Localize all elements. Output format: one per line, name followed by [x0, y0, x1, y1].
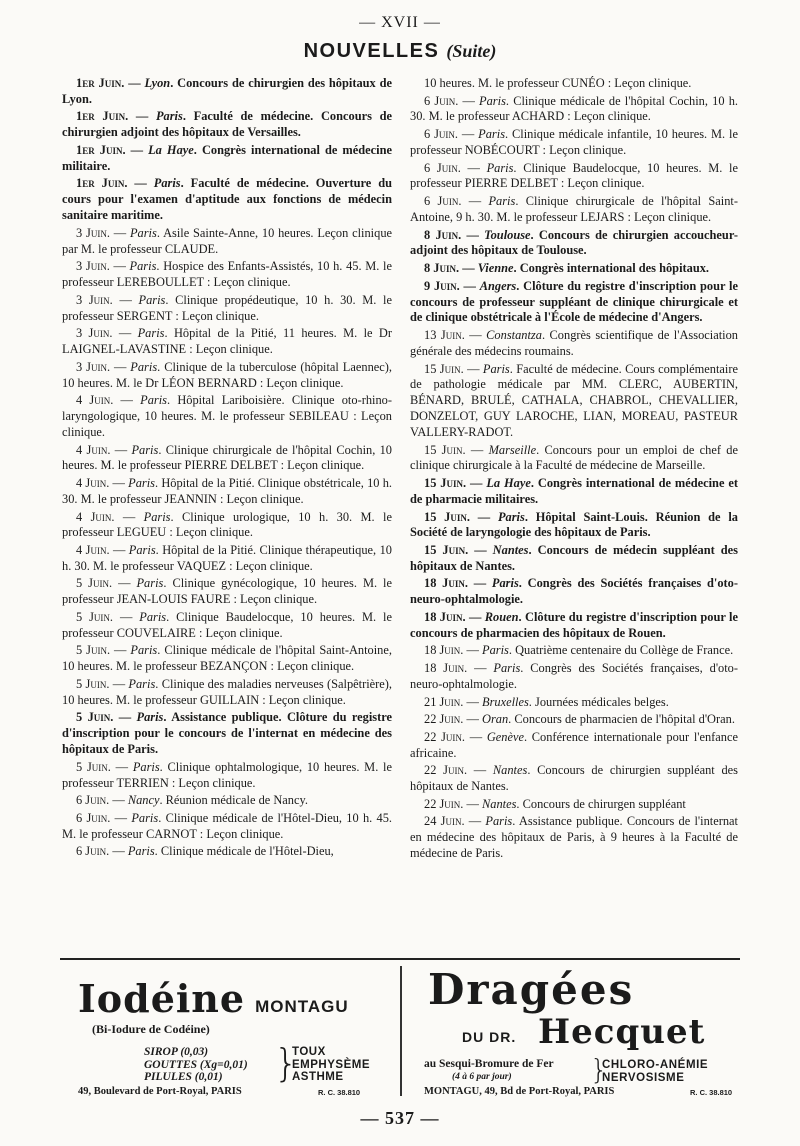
entry-city: Oran	[482, 712, 509, 727]
entry-date: 5 Juin.	[76, 576, 113, 591]
entry-date: 22 Juin.	[424, 763, 468, 778]
entry-text: Hôpital Saint-Louis. Réunion de la Société de laryngologie des hôpitaux de Paris.	[410, 509, 738, 540]
news-entry: 9 Juin. — Angers. Clôture du registre d'inscription pour le concours de professeur suppléant de clinique chirurgicale et de clinique obstétricale à l'École de médecine d'Angers.	[410, 278, 738, 325]
entry-city: Paris	[127, 844, 155, 859]
news-entry: 18 Juin. — Paris. Congrès des Sociétés françaises d'oto-neuro-ophtalmologie.	[410, 576, 738, 607]
entry-city: La Haye	[148, 142, 194, 157]
ad-forms	[144, 1046, 248, 1084]
news-entry: 4 Juin. — Paris. Clinique urologique, 10 h. 30. M. le professeur LEGUEU : Leçon clinique.	[62, 509, 392, 540]
entry-city: Paris	[488, 194, 516, 209]
entry-text: Clinique gynécologique, 10 heures. M. le professeur JEAN-LOUIS FAURE : Leçon clinique.	[62, 576, 392, 607]
entry-text: Clinique propédeutique, 10 h. 30. M. le professeur SERGENT : Leçon clinique.	[62, 292, 392, 323]
entry-text: Hospice des Enfants-Assistés, 10 h. 45. M. le professeur LEREBOULLET : Leçon clinique.	[62, 259, 392, 290]
entry-text: Journées médicales belges.	[535, 694, 669, 709]
entry-city: Paris	[131, 810, 159, 825]
news-entry: 5 Juin. — Paris. Clinique Baudelocque, 10 heures. M. le professeur COUVELAIRE : Leçon clinique.	[62, 609, 392, 640]
entry-text: Clinique chirurgicale de l'hôpital Cochin, 10 heures. M. le professeur PIERRE DELBET : Leçon clinique.	[62, 442, 393, 473]
entry-text: Asile Sainte-Anne, 10 heures. Leçon clinique par M. le professeur CLAUDE.	[62, 225, 393, 256]
news-entry: 3 Juin. — Paris. Asile Sainte-Anne, 10 heures. Leçon clinique par M. le professeur CLAUDE.	[62, 225, 393, 256]
entry-text: 10 heures. M. le professeur CUNÉO : Leçon clinique.	[424, 76, 692, 90]
ad-registry-code: R. C. 38.810	[690, 1088, 733, 1097]
entry-text: Clinique médicale infantile, 10 heures. M. le professeur NOBÉCOURT : Leçon clinique.	[410, 127, 738, 157]
entry-date: 6 Juin.	[76, 844, 110, 859]
entry-city: Paris	[131, 442, 159, 457]
entry-city: Paris	[155, 109, 183, 124]
news-entry: 24 Juin. — Paris. Assistance publique. Concours de l'internat en médecine des hôpitaux de Paris, à 9 heures à la Faculté de médecine de Paris.	[410, 814, 739, 861]
entry-city: Paris	[482, 643, 509, 658]
entry-text: Clinique médicale de l'hôpital Cochin, 10 h. 30. M. le professeur ACHARD : Leçon clinique.	[410, 93, 738, 124]
entry-date: 6 Juin.	[76, 810, 111, 825]
section-title-text: NOUVELLES	[303, 40, 440, 62]
ad-maker-montagu: MONTAGU	[255, 997, 349, 1016]
entry-text: Congrès international des hôpitaux.	[519, 261, 710, 276]
news-entry: 3 Juin. — Paris. Clinique propédeutique, 10 h. 30. M. le professeur SERGENT : Leçon clinique.	[62, 292, 392, 323]
entry-date: 5 Juin.	[76, 676, 110, 691]
entry-date: 6 Juin.	[424, 127, 458, 142]
news-entry: 5 Juin. — Paris. Clinique des maladies nerveuses (Salpêtrière), 10 heures. M. le professeur GUILLAIN : Leçon clinique.	[62, 676, 392, 707]
entry-city: Paris	[485, 814, 513, 829]
entry-city: Nancy	[127, 793, 160, 808]
entry-city: Bruxelles	[482, 694, 529, 709]
entry-text: Congrès des Sociétés françaises d'oto-neuro-ophtalmologie.	[410, 576, 738, 607]
entry-text: Hôpital de la Pitié. Clinique obstétricale, 10 h. 30. M. le professeur JEANNIN : Leçon clinique.	[62, 476, 392, 506]
entry-text: Clinique médicale de l'Hôtel-Dieu, 10 h. 45. M. le professeur CARNOT : Leçon clinique.	[62, 810, 392, 841]
entry-date: 5 Juin.	[76, 609, 114, 624]
news-entry: 1er Juin. — La Haye. Congrès international de médecine militaire.	[62, 142, 392, 173]
entry-city: Paris	[478, 127, 506, 142]
ad-formula-text: au Sesqui-Bromure de Fer	[424, 1058, 554, 1070]
news-entry: 15 Juin. — Marseille. Concours pour un emploi de chef de clinique chirurgicale à la Faculté de médecine de Marseille.	[410, 442, 738, 473]
news-entry: 22 Juin. — Oran. Concours de pharmacien de l'hôpital d'Oran.	[424, 712, 735, 727]
news-entry: 1er Juin. — Lyon. Concours de chirurgien des hôpitaux de Lyon.	[62, 76, 392, 106]
entry-date: 3 Juin.	[76, 292, 113, 307]
entry-city: Paris	[486, 160, 514, 175]
news-entry: 6 Juin. — Paris. Clinique médicale de l'Hôtel-Dieu,	[76, 844, 334, 859]
entry-date: 8 Juin.	[424, 227, 462, 242]
entry-text: Assistance publique. Clôture du registre d'inscription pour le concours de l'internat en médecine des hôpitaux de Paris.	[62, 710, 392, 757]
entry-text: Clinique médicale de l'hôpital Saint-Antoine, 10 heures. M. le professeur BEZANÇON : Leçon clinique.	[62, 643, 392, 674]
ad-brand-iodeine: Iodéine	[78, 976, 246, 1021]
news-entry: 8 Juin. — Vienne. Congrès international des hôpitaux.	[424, 261, 710, 276]
brace-icon: }	[274, 1041, 299, 1085]
entry-text: Congrès international de médecine militaire.	[62, 142, 392, 173]
entry-text: Faculté de médecine. Ouverture du cours pour l'examen d'aptitude aux fonctions de médecin sanitaire maritime.	[62, 176, 392, 223]
news-entry: 15 Juin. — Paris. Hôpital Saint-Louis. Réunion de la Société de laryngologie des hôpitaux de Paris.	[410, 509, 738, 540]
ads-vertical-divider	[400, 966, 402, 1096]
entry-date: 4 Juin.	[76, 542, 110, 557]
entry-text: Clinique Baudelocque, 10 heures. M. le professeur COUVELAIRE : Leçon clinique.	[62, 609, 392, 640]
entry-date: 6 Juin.	[76, 793, 110, 808]
entry-city: Paris	[128, 476, 156, 491]
entry-text: Réunion médicale de Nancy.	[165, 793, 308, 808]
entry-text: Clinique chirurgicale de l'hôpital Saint-Antoine, 9 h. 30. M. le professeur LEJARS : Leçon clinique.	[410, 194, 739, 224]
entry-date: 4 Juin.	[76, 393, 114, 408]
news-entry: 18 Juin. — Paris. Quatrième centenaire du Collège de France.	[424, 643, 734, 658]
entry-city: La Haye	[486, 476, 531, 491]
entry-date: 3 Juin.	[76, 259, 110, 274]
entry-date: 4 Juin.	[76, 476, 110, 491]
entry-date: 21 Juin.	[424, 694, 464, 709]
news-entry: 6 Juin. — Paris. Clinique médicale de l'hôpital Cochin, 10 h. 30. M. le professeur ACHARD : Leçon clinique.	[410, 93, 738, 124]
ad-du-dr: DU DR.	[462, 1029, 517, 1045]
ad-indication: ASTHME	[292, 1071, 344, 1083]
entry-city: Paris	[491, 576, 519, 591]
news-entry: 6 Juin. — Paris. Clinique Baudelocque, 10 heures. M. le professeur PIERRE DELBET : Leçon clinique.	[410, 160, 738, 191]
news-entry: 8 Juin. — Toulouse. Concours de chirurgien accoucheur-adjoint des hôpitaux de Toulouse.	[410, 227, 738, 258]
news-entry: 6 Juin. — Paris. Clinique chirurgicale de l'hôpital Saint-Antoine, 9 h. 30. M. le professeur LEJARS : Leçon clinique.	[410, 194, 739, 224]
entry-date: 6 Juin.	[424, 194, 462, 209]
ad-registry-code: R. C. 38.810	[318, 1088, 361, 1097]
entry-date: 18 Juin.	[424, 576, 468, 591]
ad-indications	[292, 1046, 370, 1084]
ad-indication: TOUX	[292, 1046, 326, 1058]
entry-text: Conférence internationale pour l'enfance africaine.	[410, 729, 739, 760]
entry-city: Paris	[136, 710, 164, 725]
entry-date: 3 Juin.	[76, 326, 113, 341]
entry-text: Congrès scientifique de l'Association générale des médecins roumains.	[410, 328, 738, 358]
entry-text: Assistance publique. Concours de l'internat en médecine des hôpitaux de Paris, à 9 heures à la Faculté de médecine de Paris.	[410, 814, 739, 861]
entry-city: Vienne	[477, 261, 514, 276]
entry-text: Clôture du registre d'inscription pour le concours de professeur suppléant de clinique chirurgicale et de clinique obstétricale à l'École de médecine d'Angers.	[410, 278, 738, 325]
news-entry: 5 Juin. — Paris. Clinique médicale de l'hôpital Saint-Antoine, 10 heures. M. le professeur BEZANÇON : Leçon clinique.	[62, 643, 392, 674]
ad-dose: (4 à 6 par jour)	[452, 1071, 512, 1082]
ad-formula	[424, 1058, 554, 1083]
entry-date: 15 Juin.	[424, 361, 464, 376]
section-title	[0, 40, 800, 63]
entry-date: 4 Juin.	[76, 442, 111, 457]
entry-text: Concours de chirurgen suppléant	[522, 796, 686, 811]
ad-indication: EMPHYSÈME	[292, 1058, 370, 1071]
entry-text: Concours de chirurgien suppléant des hôpitaux de Nantes.	[410, 763, 738, 794]
entry-city: Marseille	[488, 442, 537, 457]
entry-city: Paris	[493, 661, 521, 676]
ad-form-line: GOUTTES (Xg=0,01)	[144, 1058, 248, 1071]
entry-date: 8 Juin.	[424, 261, 460, 276]
entry-city: Angers	[479, 278, 517, 293]
news-entry: 22 Juin. — Genève. Conférence internationale pour l'enfance africaine.	[410, 729, 739, 760]
entry-text: Clinique des maladies nerveuses (Salpêtrière), 10 heures. M. le professeur GUILLAIN : Leçon clinique.	[62, 676, 392, 707]
entry-city: Paris	[138, 292, 166, 307]
ad-indication: CHLORO-ANÉMIE	[602, 1059, 709, 1071]
entry-city: Paris	[479, 93, 506, 108]
ad-indication: NERVOSISME	[602, 1071, 685, 1084]
news-entry: 15 Juin. — Paris. Faculté de médecine. Cours complémentaire de pathologie médicale par MM. CLERC, AUBERTIN, BÉNARD, BRULÉ, CATHALA, CHABROL, CHEVALLIER, DONZELOT, GUY LAROCHE, LIAN, MOREAU, PASTEUR VALLERY-RADOT.	[410, 361, 738, 439]
entry-text: Concours pour un emploi de chef de clinique chirurgicale à la Faculté de médecine de Marseille.	[410, 442, 738, 473]
ad-brand-dragees: Dragées	[428, 965, 635, 1014]
entry-date: 5 Juin.	[76, 759, 111, 774]
entry-date: 3 Juin.	[76, 225, 110, 240]
entry-text: Concours de pharmacien de l'hôpital d'Oran.	[514, 712, 735, 727]
entry-date: 1er Juin.	[76, 76, 125, 90]
entry-city: Paris	[482, 361, 510, 376]
entry-city: Paris	[153, 176, 181, 191]
section-title-suffix: (Suite)	[446, 41, 497, 61]
advertisement-iodeine	[78, 976, 388, 1097]
entry-text: Hôpital de la Pitié, 11 heures. M. le Dr LAIGNEL-LAVASTINE : Leçon clinique.	[62, 326, 392, 357]
news-entry: 3 Juin. — Paris. Hospice des Enfants-Assistés, 10 h. 45. M. le professeur LEREBOULLET : Leçon clinique.	[62, 259, 392, 290]
news-entry: 18 Juin. — Paris. Congrès des Sociétés françaises, d'oto-neuro-ophtalmologie.	[410, 661, 739, 691]
entry-text: Concours de médecin suppléant des hôpitaux de Nantes.	[410, 542, 738, 573]
entry-date: 5 Juin.	[76, 643, 111, 658]
entry-date: 3 Juin.	[76, 359, 111, 374]
entry-date: 1er Juin.	[76, 142, 126, 157]
entry-text: Quatrième centenaire du Collège de France.	[515, 643, 734, 658]
news-entry: 21 Juin. — Bruxelles. Journées médicales belges.	[424, 694, 669, 709]
news-entry: 1er Juin. — Paris. Faculté de médecine. Ouverture du cours pour l'examen d'aptitude aux fonctions de médecin sanitaire maritime.	[62, 176, 392, 223]
news-entry: 5 Juin. — Paris. Clinique gynécologique, 10 heures. M. le professeur JEAN-LOUIS FAURE : Leçon clinique.	[62, 576, 392, 607]
entry-date: 1er Juin.	[76, 109, 129, 124]
news-entry: 1er Juin. — Paris. Faculté de médecine. Concours de chirurgien adjoint des hôpitaux de Versailles.	[62, 109, 392, 140]
ad-address: 49, Boulevard de Port-Royal, PARIS	[78, 1086, 242, 1097]
entry-text: Concours de chirurgien accoucheur-adjoint des hôpitaux de Toulouse.	[410, 227, 738, 258]
entry-city: Paris	[130, 359, 158, 374]
news-entry: 13 Juin. — Constantza. Congrès scientifique de l'Association générale des médecins roumains.	[410, 328, 738, 358]
entry-city: Constantza	[486, 328, 542, 343]
entry-date: 15 Juin.	[424, 442, 466, 457]
ad-form-line: SIROP (0,03)	[144, 1046, 209, 1058]
entry-text: Clinique médicale de l'Hôtel-Dieu,	[160, 844, 334, 859]
entry-date: 5 Juin.	[76, 710, 114, 725]
news-entry: 5 Juin. — Paris. Clinique ophtalmologique, 10 heures. M. le professeur TERRIEN : Leçon clinique.	[62, 759, 392, 790]
news-entry: 22 Juin. — Nantes. Concours de chirurgien suppléant des hôpitaux de Nantes.	[410, 763, 738, 794]
entry-text: Faculté de médecine. Concours de chirurgien adjoint des hôpitaux de Versailles.	[62, 109, 392, 140]
news-entry: 4 Juin. — Paris. Hôpital de la Pitié. Clinique thérapeutique, 10 h. 30. M. le professeur VAQUEZ : Leçon clinique.	[62, 542, 392, 573]
ad-subtitle: (Bi-Iodure de Codéine)	[92, 1022, 210, 1036]
entry-text: Clôture du registre d'inscription pour le concours de pharmacien des hôpitaux de Rouen.	[410, 609, 738, 640]
entry-date: 22 Juin.	[424, 729, 466, 744]
entry-text: Clinique Baudelocque, 10 heures. M. le professeur PIERRE DELBET : Leçon clinique.	[410, 160, 738, 191]
entry-city: Toulouse	[484, 227, 531, 242]
ad-indications	[602, 1059, 708, 1084]
news-entry: 4 Juin. — Paris. Clinique chirurgicale de l'hôpital Cochin, 10 heures. M. le professeur PIERRE DELBET : Leçon clinique.	[62, 442, 393, 473]
news-entry: 4 Juin. — Paris. Hôpital Lariboisière. Clinique oto-rhino-laryngologique, 10 heures. M. le professeur SEBILEAU : Leçon clinique.	[62, 393, 392, 439]
entry-city: Paris	[497, 509, 525, 524]
entry-city: Paris	[129, 259, 157, 274]
entry-city: Nantes	[492, 542, 529, 557]
news-entry: 15 Juin. — La Haye. Congrès international de médecine et de pharmacie militaires.	[410, 476, 738, 506]
ads-separator-rule	[60, 958, 740, 960]
entry-city: Paris	[143, 509, 171, 524]
entry-date: 1er Juin.	[76, 176, 128, 191]
news-entry	[410, 76, 738, 92]
left-column	[62, 76, 392, 862]
entry-city: Lyon	[144, 76, 171, 90]
entry-city: Paris	[132, 759, 160, 774]
entry-date: 6 Juin.	[424, 160, 461, 175]
entry-city: Paris	[130, 643, 158, 658]
entry-text: Clinique de la tuberculose (hôpital Laennec), 10 heures. M. le Dr LÉON BERNARD : Leçon clinique.	[62, 359, 392, 390]
entry-text: Congrès des Sociétés françaises, d'oto-neuro-ophtalmologie.	[410, 661, 739, 691]
entry-date: 22 Juin.	[424, 796, 464, 811]
news-entry: 3 Juin. — Paris. Hôpital de la Pitié, 11 heures. M. le Dr LAIGNEL-LAVASTINE : Leçon clinique.	[62, 326, 392, 357]
entry-city: Rouen	[484, 609, 519, 624]
entry-city: Genève	[486, 729, 524, 744]
entry-city: Nantes	[482, 796, 517, 811]
ad-name-hecquet: Hecquet	[538, 1012, 706, 1052]
entry-date: 18 Juin.	[424, 609, 466, 624]
entry-date: 15 Juin.	[424, 476, 467, 491]
entry-city: Paris	[129, 225, 157, 240]
page-number: — 537 —	[360, 1108, 440, 1128]
entry-text: Hôpital Lariboisière. Clinique oto-rhino-laryngologique, 10 heures. M. le professeur SEBILEAU : Leçon clinique.	[62, 393, 392, 439]
brace-icon: }	[590, 1053, 608, 1086]
entry-date: 9 Juin.	[424, 278, 460, 293]
entry-date: 13 Juin.	[424, 328, 465, 343]
entry-date: 4 Juin.	[76, 509, 115, 524]
entry-date: 24 Juin.	[424, 814, 465, 829]
entry-date: 22 Juin.	[424, 712, 464, 727]
folio: — XVII —	[359, 14, 441, 31]
entry-text: Congrès international de médecine et de pharmacie militaires.	[410, 476, 738, 506]
entry-city: Nantes	[492, 763, 528, 778]
entry-text: Hôpital de la Pitié. Clinique thérapeutique, 10 h. 30. M. le professeur VAQUEZ : Leçon clinique.	[62, 542, 392, 573]
entry-city: Paris	[128, 542, 156, 557]
news-entry: 6 Juin. — Paris. Clinique médicale de l'Hôtel-Dieu, 10 h. 45. M. le professeur CARNOT : Leçon clinique.	[62, 810, 392, 841]
entry-date: 6 Juin.	[424, 93, 459, 108]
entry-text: Faculté de médecine. Cours complémentaire de pathologie médicale par MM. CLERC, AUBERTIN, BÉNARD, BRULÉ, CATHALA, CHABROL, CHEVALLIER, DONZELOT, GUY LAROCHE, LIAN, MOREAU, PASTEUR VALLERY-RADOT.	[410, 361, 738, 439]
entry-city: Paris	[136, 576, 164, 591]
entry-date: 18 Juin.	[424, 643, 464, 658]
news-entry: 15 Juin. — Nantes. Concours de médecin suppléant des hôpitaux de Nantes.	[410, 542, 738, 573]
news-entry: 6 Juin. — Paris. Clinique médicale infantile, 10 heures. M. le professeur NOBÉCOURT : Leçon clinique.	[410, 127, 738, 157]
news-entry: 4 Juin. — Paris. Hôpital de la Pitié. Clinique obstétricale, 10 h. 30. M. le professeur JEANNIN : Leçon clinique.	[62, 476, 392, 506]
news-entry: 6 Juin. — Nancy. Réunion médicale de Nancy.	[76, 793, 308, 808]
ad-form-line: PILULES (0,01)	[144, 1071, 223, 1083]
news-entry: 3 Juin. — Paris. Clinique de la tuberculose (hôpital Laennec), 10 heures. M. le Dr LÉON BERNARD : Leçon clinique.	[62, 359, 392, 390]
entry-text: Concours de chirurgien des hôpitaux de Lyon.	[62, 76, 392, 106]
entry-date: 15 Juin.	[424, 509, 470, 524]
entry-date: 18 Juin.	[424, 661, 468, 676]
entry-city: Paris	[128, 676, 156, 691]
right-column	[410, 76, 738, 864]
news-entry: 18 Juin. — Rouen. Clôture du registre d'inscription pour le concours de pharmacien des hôpitaux de Rouen.	[410, 609, 738, 640]
news-entry: 5 Juin. — Paris. Assistance publique. Clôture du registre d'inscription pour le concours de l'internat en médecine des hôpitaux de Paris.	[62, 710, 392, 757]
entry-city: Paris	[137, 326, 165, 341]
news-entry: 22 Juin. — Nantes. Concours de chirurgen suppléant	[424, 796, 686, 811]
advertisement-dragees-hecquet	[420, 965, 738, 1097]
entry-city: Paris	[140, 393, 167, 408]
entry-city: Paris	[139, 609, 167, 624]
entry-text: Clinique ophtalmologique, 10 heures. M. le professeur TERRIEN : Leçon clinique.	[62, 759, 392, 790]
ad-address: MONTAGU, 49, Bd de Port-Royal, PARIS	[424, 1086, 615, 1097]
entry-text: Clinique urologique, 10 h. 30. M. le professeur LEGUEU : Leçon clinique.	[62, 509, 392, 540]
entry-date: 15 Juin.	[424, 542, 469, 557]
